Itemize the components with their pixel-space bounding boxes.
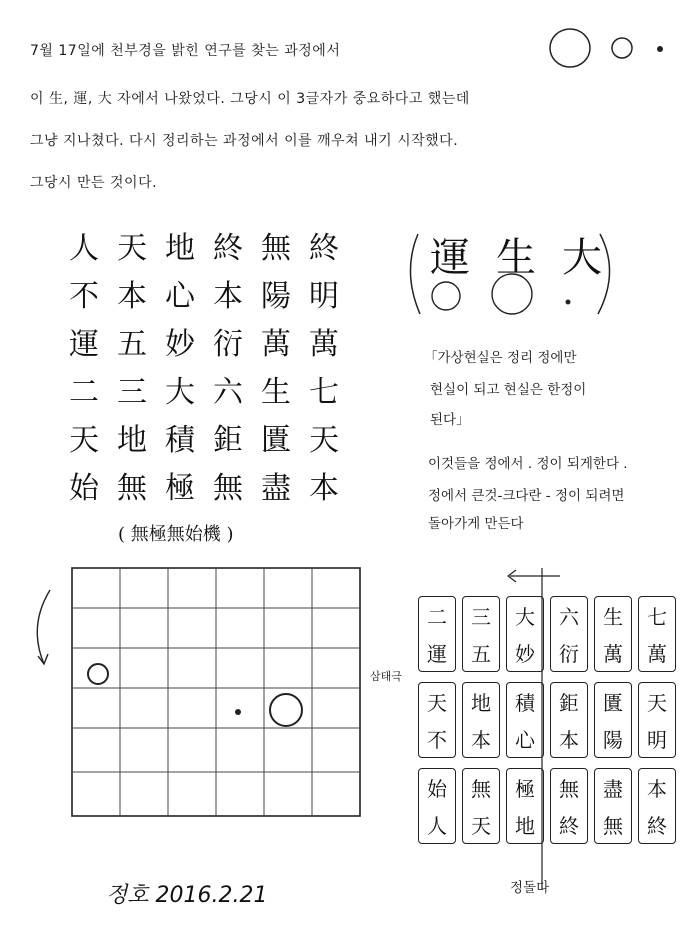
card-char: 衍 — [559, 642, 579, 666]
right-note-2: 현실이 되고 현실은 한정이 — [430, 382, 587, 398]
card-char: 六 — [559, 605, 579, 629]
grid-char: 不 — [69, 279, 99, 314]
char-card — [506, 682, 544, 758]
card-char: 運 — [427, 642, 447, 666]
char-card — [506, 596, 544, 672]
circles-sketch-top — [548, 26, 678, 76]
grid-char: 天 — [69, 423, 99, 458]
card-char: 本 — [471, 728, 491, 752]
char-card — [638, 596, 676, 672]
grid-char: 天 — [117, 231, 147, 266]
big-char-1: 運 — [430, 235, 496, 281]
signature-date: 정호 2016.2.21 — [106, 883, 268, 908]
card-char: 天 — [427, 691, 447, 715]
grid-char: 妙 — [165, 327, 195, 362]
right-note-6: 돌아가게 만든다 — [428, 516, 524, 532]
grid-char: 衍 — [213, 327, 243, 362]
card-char: 妙 — [515, 642, 535, 666]
board-sketch — [70, 566, 370, 820]
char-card — [418, 682, 456, 758]
grid-char: 本 — [309, 471, 339, 506]
card-char: 本 — [559, 728, 579, 752]
grid-char: 本 — [213, 279, 243, 314]
char-card — [594, 768, 632, 844]
card-char: 終 — [647, 814, 667, 838]
grid-char: 萬 — [261, 327, 291, 362]
grid-char: 六 — [213, 375, 243, 410]
char-card — [638, 768, 676, 844]
grid-char: 萬 — [309, 327, 339, 362]
grid-char: 終 — [309, 231, 339, 266]
note-line-4: 그당시 만든 것이다. — [30, 175, 158, 191]
card-char: 五 — [471, 642, 491, 666]
card-char: 終 — [559, 814, 579, 838]
char-card — [550, 682, 588, 758]
big-characters — [430, 226, 628, 283]
big-char-3: 大 — [562, 235, 628, 281]
grid-caption: ( 無極無始機 ) — [118, 524, 234, 545]
grid-char: 始 — [69, 471, 99, 506]
card-char: 無 — [559, 777, 579, 801]
grid-char: 地 — [117, 423, 147, 458]
note-line-2: 이 生, 運, 大 자에서 나왔었다. 그당시 이 3글자가 중요하다고 했는데 — [30, 91, 470, 107]
grid-char: 大 — [165, 375, 195, 410]
card-char: 極 — [515, 777, 535, 801]
grid-char: 三 — [117, 375, 147, 410]
card-char: 盡 — [603, 777, 623, 801]
card-char: 無 — [603, 814, 623, 838]
grid-char: 無 — [213, 471, 243, 506]
card-char: 明 — [647, 728, 667, 752]
card-grid — [418, 596, 678, 844]
card-char: 人 — [427, 814, 447, 838]
grid-char: 地 — [165, 231, 195, 266]
card-char: 鉅 — [559, 691, 579, 715]
grid-char: 心 — [165, 279, 195, 314]
char-card — [462, 768, 500, 844]
card-char: 心 — [515, 728, 535, 752]
grid-char: 無 — [117, 471, 147, 506]
rotate-arrow — [28, 586, 58, 670]
grid-char: 終 — [213, 231, 243, 266]
grid-char: 七 — [309, 375, 339, 410]
board-side-label: 삼태극 — [370, 670, 402, 683]
card-char: 七 — [647, 605, 667, 629]
grid-char: 極 — [165, 471, 195, 506]
right-note-1: 「가상현실은 정리 정에만 — [424, 350, 577, 366]
card-char: 匱 — [603, 691, 623, 715]
bottom-label: 정돌다 — [510, 880, 550, 896]
card-char: 地 — [471, 691, 491, 715]
char-card — [594, 682, 632, 758]
grid-char: 本 — [117, 279, 147, 314]
grid-char: 天 — [309, 423, 339, 458]
card-char: 大 — [515, 605, 535, 629]
right-note-4: 이것들을 정에서 . 정이 되게한다 . — [428, 456, 628, 472]
card-char: 不 — [427, 728, 447, 752]
card-char: 天 — [647, 691, 667, 715]
char-card — [638, 682, 676, 758]
card-char: 無 — [471, 777, 491, 801]
grid-char: 五 — [117, 327, 147, 362]
character-grid — [60, 225, 348, 513]
card-char: 天 — [471, 814, 491, 838]
grid-char: 陽 — [261, 279, 291, 314]
card-char: 積 — [515, 691, 535, 715]
grid-char: 積 — [165, 423, 195, 458]
note-line-1: 7월 17일에 천부경을 밝힌 연구를 찾는 과정에서 — [30, 43, 341, 59]
card-char: 萬 — [647, 642, 667, 666]
grid-char: 鉅 — [213, 423, 243, 458]
char-card — [418, 768, 456, 844]
char-card — [462, 596, 500, 672]
note-line-3: 그냥 지나쳤다. 다시 정리하는 과정에서 이를 깨우쳐 내기 시작했다. — [30, 133, 459, 149]
grid-char: 生 — [261, 375, 291, 410]
grid-char: 匱 — [261, 423, 291, 458]
card-char: 地 — [515, 814, 535, 838]
card-char: 萬 — [603, 642, 623, 666]
grid-char: 運 — [69, 327, 99, 362]
grid-char: 明 — [309, 279, 339, 314]
right-note-3: 된다」 — [430, 412, 470, 428]
card-char: 本 — [647, 777, 667, 801]
card-char: 始 — [427, 777, 447, 801]
char-card — [550, 596, 588, 672]
big-char-2: 生 — [496, 235, 562, 281]
card-char: 二 — [427, 605, 447, 629]
grid-char: 無 — [261, 231, 291, 266]
grid-char: 二 — [69, 375, 99, 410]
char-card — [462, 682, 500, 758]
char-card — [418, 596, 456, 672]
grid-char: 盡 — [261, 471, 291, 506]
card-char: 陽 — [603, 728, 623, 752]
char-card — [594, 596, 632, 672]
right-note-5: 정에서 큰것-크다란 - 정이 되려면 — [428, 488, 625, 504]
grid-char: 人 — [69, 231, 99, 266]
card-char: 三 — [471, 605, 491, 629]
card-char: 生 — [603, 605, 623, 629]
char-card — [550, 768, 588, 844]
char-card — [506, 768, 544, 844]
